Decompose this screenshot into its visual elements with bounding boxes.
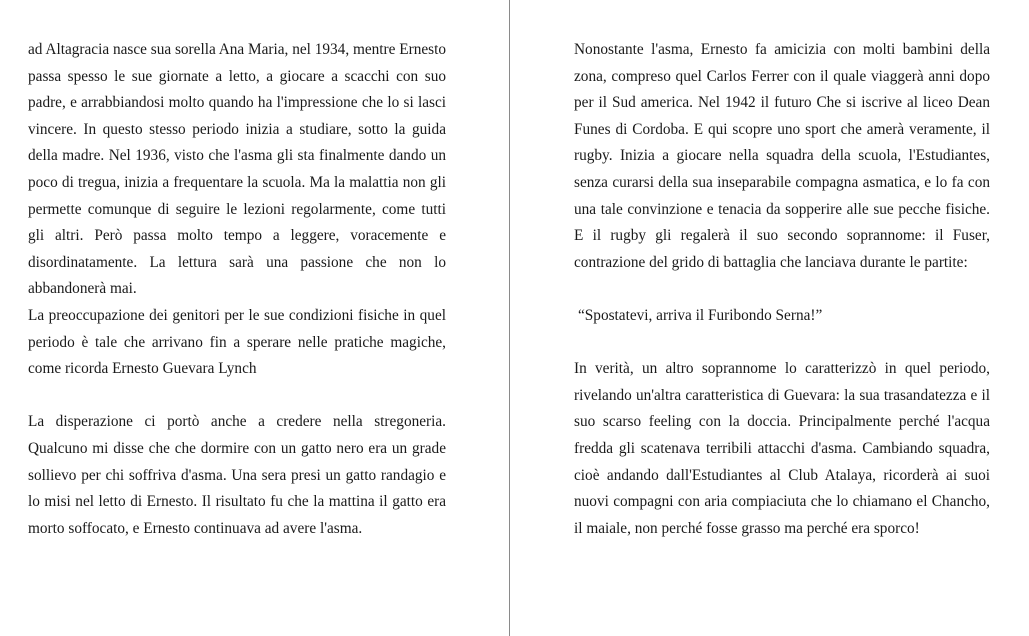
- left-page: [28, 37, 446, 542]
- right-paragraph-1: Nonostante l'asma, Ernesto fa amicizia con molti bambini della zona, compreso quel Carlos Ferrer con il quale viaggerà anni dopo per il Sud america. Nel 1942 il futuro Che si iscrive al liceo Dean Funes di Cordoba. E qui scopre uno sport che amerà veramente, il rugby. Inizia a giocare nella squadra della scuola, l'Estudiantes, senza curarsi della sua inseparabile compagna asmatica, e lo fa con una tale convinzione e tenacia da sopperire alle sue pecche fisiche. E il rugby gli regalerà il suo secondo soprannome: il Fuser, contrazione del grido di battaglia che lanciava durante le partite:: [574, 41, 990, 271]
- left-paragraph-3-quotation: La disperazione ci portò anche a credere nella stregoneria. Qualcuno mi disse che che dormire con un gatto nero era un grade sollievo per chi soffriva d'asma. Una sera presi un gatto randagio e lo misi nel letto di Ernesto. Il risultato fu che la mattina il gatto era morto soffocato, e Ernesto continuava ad avere l'asma.: [28, 413, 446, 537]
- left-paragraph-1: ad Altagracia nasce sua sorella Ana Maria, nel 1934, mentre Ernesto passa spesso le sue giornate a letto, a giocare a scacchi con suo padre, e arrabbiandosi molto quando ha l'impressione che lo si lasci vincere. In questo stesso periodo inizia a studiare, sotto la guida della madre. Nel 1936, visto che l'asma gli sta finalmente dando un poco di tregua, inizia a frequentare la scuola. Ma la malattia non gli permette comunque di seguire le lezioni regolarmente, come tutti gli altri. Però passa molto tempo a leggere, voracemente e disordinatamente. La lettura sarà una passione che non lo abbandonerà mai.: [28, 41, 446, 298]
- right-page: [574, 37, 990, 542]
- paragraph-gap: [28, 383, 446, 410]
- right-quote: “Spostatevi, arriva il Furibondo Serna!”: [578, 306, 823, 324]
- page-divider: [509, 0, 510, 636]
- right-paragraph-2: In verità, un altro soprannome lo caratterizzò in quel periodo, rivelando un'altra caratteristica di Guevara: la sua trasandatezza e il suo scarso feeling con la doccia. Principalmente perché l'acqua fredda gli scatenava terribili attacchi d'asma. Cambiando squadra, cioè andando dall'Estudiantes al Club Atalaya, ricorderà ai suoi nuovi compagni con aria compiaciuta che lo chiamano el Chancho, il maiale, non perché fosse grasso ma perché era sporco!: [574, 360, 990, 537]
- left-paragraph-2: La preoccupazione dei genitori per le sue condizioni fisiche in quel periodo è tale che arrivano fin a sperare nelle pratiche magiche, come ricorda Ernesto Guevara Lynch: [28, 306, 446, 378]
- paragraph-gap: [574, 330, 990, 357]
- paragraph-gap: [574, 276, 990, 303]
